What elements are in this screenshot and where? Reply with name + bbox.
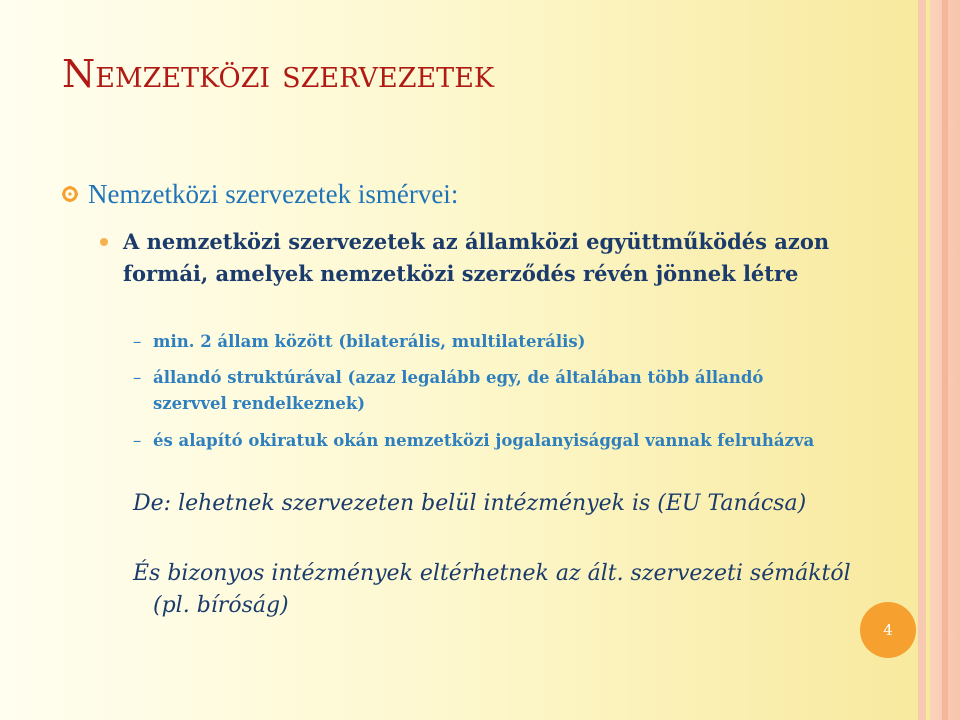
- page-number-badge: [860, 602, 916, 658]
- sub-item: [133, 365, 833, 417]
- note-text: De: lehetnek szervezeten belül intézmények is (EU Tanácsa): [133, 491, 807, 516]
- dash-bullet: –: [133, 332, 142, 351]
- page-number: 4: [883, 621, 893, 639]
- dot-bullet-icon: [100, 238, 108, 246]
- main-bullet-text: Nemzetközi szervezetek ismérvei:: [88, 179, 459, 209]
- slide-title: Nemzetközi szervezetek: [62, 52, 495, 96]
- dash-bullet: –: [133, 368, 142, 387]
- definition-text: A nemzetközi szervezetek az államközi együttműködés azon formái, amelyek nemzetközi szerződés révén jönnek létre: [123, 229, 830, 286]
- sub-item-text: min. 2 állam között (bilaterális, multilaterális): [153, 332, 586, 351]
- note-text: És bizonyos intézmények eltérhetnek az ált. szervezeti sémáktól (pl. bíróság): [133, 561, 851, 618]
- dash-bullet: –: [133, 431, 142, 450]
- side-stripe-left: [918, 0, 926, 720]
- gear-bullet-icon: [62, 186, 78, 202]
- sub-item: [133, 428, 833, 454]
- side-stripe-middle: [942, 0, 948, 720]
- definition-item: [100, 226, 860, 290]
- sub-item-text: állandó struktúrával (azaz legalább egy, de általában több állandó szervvel rendelkeznek): [153, 368, 764, 413]
- sub-item-text: és alapító okiratuk okán nemzetközi jogalanyisággal vannak felruházva: [153, 431, 815, 450]
- sub-item: [133, 329, 833, 355]
- main-bullet-item: [62, 176, 902, 212]
